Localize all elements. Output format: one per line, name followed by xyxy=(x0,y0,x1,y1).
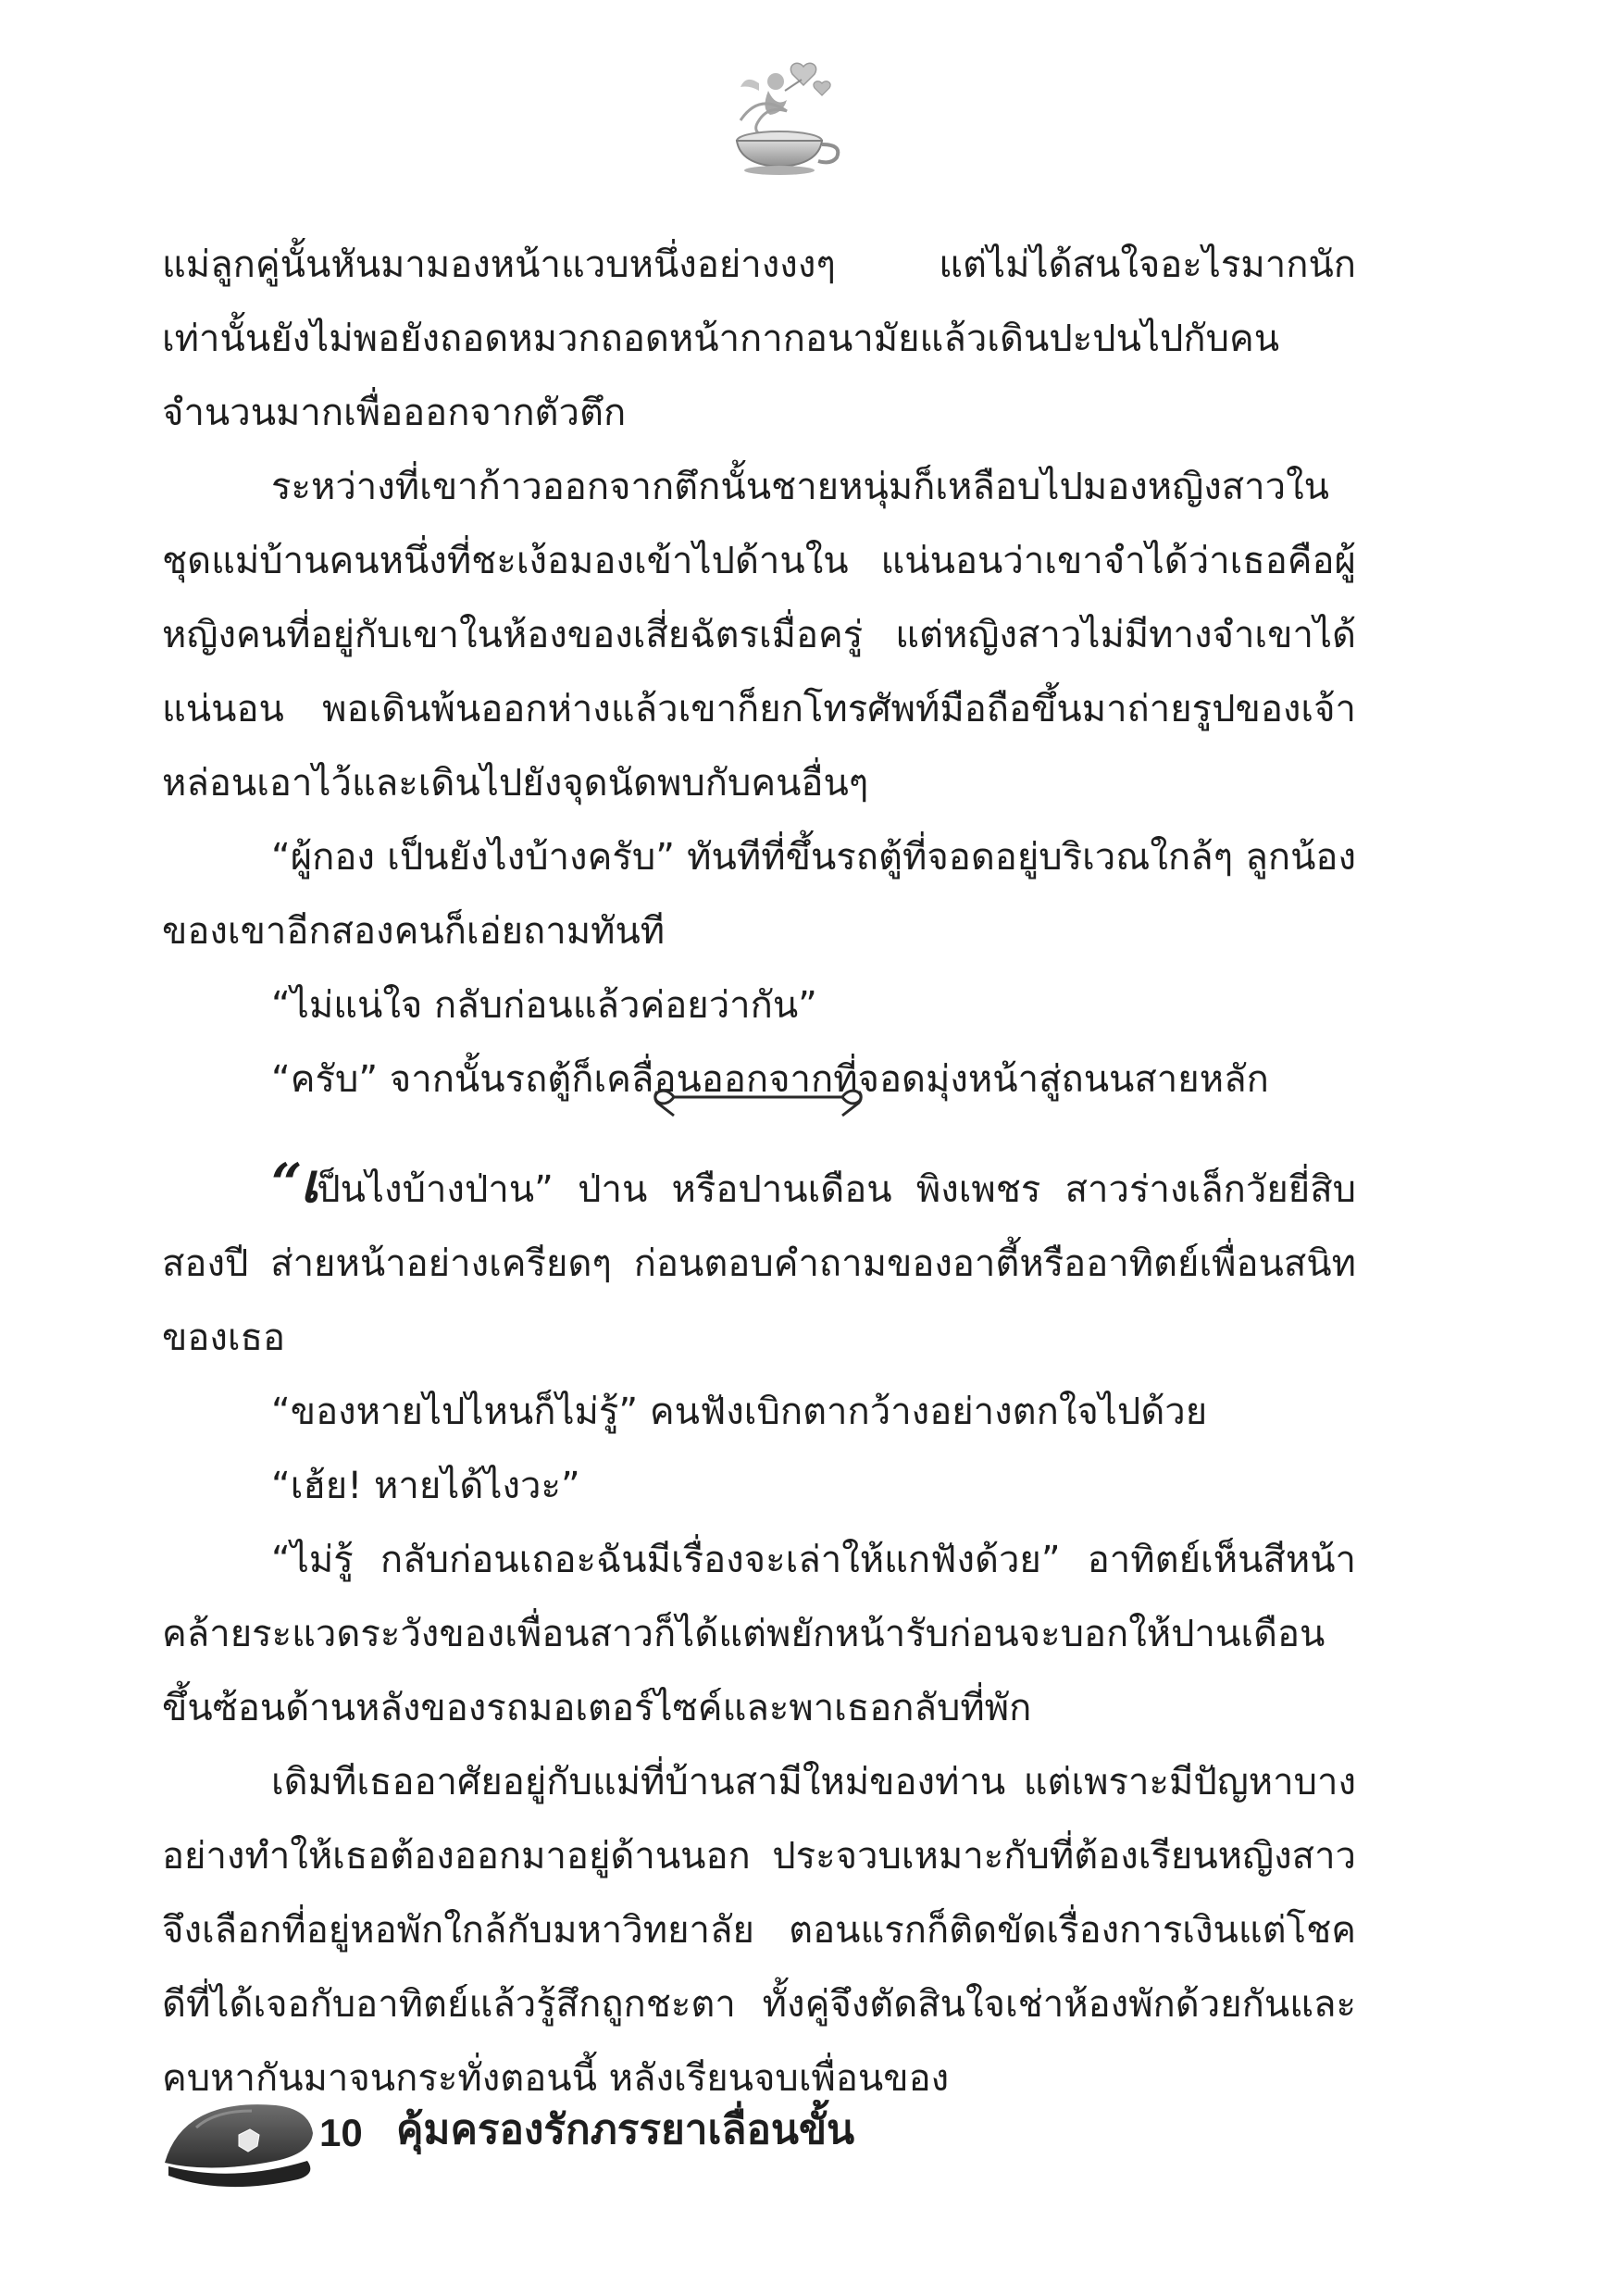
police-cap-icon xyxy=(159,2090,326,2192)
page-number: 10 xyxy=(319,2111,363,2154)
paragraph: เดิมทีเธออาศัยอยู่กับแม่ที่บ้านสามีใหม่ของท่าน แต่เพราะมีปัญหาบางอย่างทำให้เธอต้องออกมาอยู่ด้านนอก ประจวบเหมาะกับที่ต้องเรียนหญิงสาวจึงเลือกที่อยู่หอพักใกล้กับมหาวิทยาลัย ตอนแรกก็ติดขัดเรื่องการเงินแต่โชคดีที่ได้เจอกับอาทิตย์แล้วรู้สึกถูกชะตา ทั้งคู่จึงตัดสินใจเช่าห้องพักด้วยกันและคบหากันมาจนกระทั่งตอนนี้ หลังเรียนจบเพื่อนของ xyxy=(162,1761,1356,2100)
book-title: คุ้มครองรักภรรยาเลื่อนขั้น xyxy=(396,2106,855,2153)
paragraph: “ของหายไปไหนก็ไม่รู้” คนฟังเบิกตากว้างอย่างตกใจไปด้วย xyxy=(271,1391,1208,1433)
paragraph: “เฮ้ย! หายได้ไงวะ” xyxy=(271,1465,580,1507)
paragraph: ระหว่างที่เขาก้าวออกจากตึกนั้นชายหนุ่มก็เหลือบไปมองหญิงสาวในชุดแม่บ้านคนหนึ่งที่ชะเง้อมองเข้าไปด้านใน แน่นอนว่าเขาจำได้ว่าเธอคือผู้หญิงคนที่อยู่กับเขาในห้องของเสี่ยฉัตรเมื่อครู่ แต่หญิงสาวไม่มีทางจำเขาได้แน่นอน พอเดินพ้นออกห่างแล้วเขาก็ยกโทรศัพท์มือถือขึ้นมาถ่ายรูปของเจ้าหล่อนเอาไว้และเดินไปยังจุดนัดพบกับคนอื่นๆ xyxy=(162,466,1356,805)
paragraph-rest: ป็นไงบ้างป่าน” ป่าน หรือปานเดือน พิงเพชร สาวร่างเล็กวัยยี่สิบสองปี ส่ายหน้าอย่างเครียดๆ ก่อนตอบคำถามของอาตี้หรืออาทิตย์เพื่อนสนิทของเธอ xyxy=(162,1168,1356,1359)
body-text-before-break xyxy=(162,228,1356,1117)
paragraph: “ผู้กอง เป็นยังไงบ้างครับ” ทันทีที่ขึ้นรถตู้ที่จอดอยู่บริเวณใกล้ๆ ลูกน้องของเขาอีกสองคนก็เอ่ยถามทันที xyxy=(162,836,1356,953)
paragraph: “ไม่รู้ กลับก่อนเถอะฉันมีเรื่องจะเล่าให้แกฟังด้วย” อาทิตย์เห็นสีหน้าคล้ายระแวดระวังของเพื่อนสาวก็ได้แต่พยักหน้ารับก่อนจะบอกให้ปานเดือนขึ้นซ้อนด้านหลังของรถมอเตอร์ไซค์และพาเธอกลับที่พัก xyxy=(162,1539,1356,1729)
heart-arrow-divider-icon xyxy=(648,1074,870,1120)
paragraph: แม่ลูกคู่นั้นหันมามองหน้าแวบหนึ่งอย่างงงๆ แต่ไม่ได้สนใจอะไรมากนัก เท่านั้นยังไม่พอยังถอดหมวกถอดหน้ากากอนามัยแล้วเดินปะปนไปกับคนจำนวนมากเพื่อออกจากตัวตึก xyxy=(162,243,1356,434)
dropcap: “เ xyxy=(271,1152,317,1215)
paragraph: “ครับ” จากนั้นรถตู้ก็เคลื่อนออกจากที่จอดมุ่งหน้าสู่ถนนสายหลัก xyxy=(271,1058,1269,1101)
paragraph-with-dropcap xyxy=(162,1146,1356,1375)
cupid-teacup-icon xyxy=(703,56,852,176)
body-text-after-break xyxy=(162,1146,1356,2115)
paragraph: “ไม่แน่ใจ กลับก่อนแล้วค่อยว่ากัน” xyxy=(271,984,817,1027)
